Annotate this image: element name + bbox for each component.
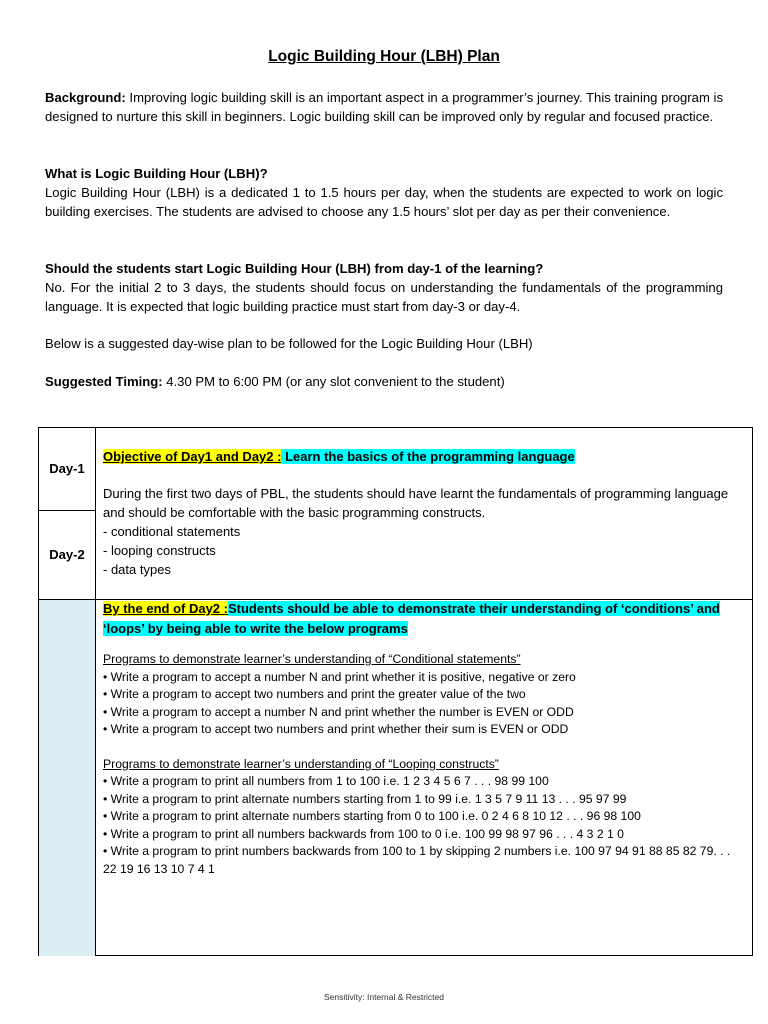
- looping-item: • Write a program to print all numbers backwards from 100 to 0 i.e. 100 99 98 97 96 . . . 4 3 2 1 0: [103, 826, 624, 841]
- constructs-list: [103, 522, 743, 579]
- looping-item: • Write a program to print numbers backwards from 100 to 1 by skipping 2 numbers i.e. 100 97 94 91 88 85 82 79. . . 22 19 16 13 10 7 4 1: [103, 844, 731, 876]
- objective-cell: [103, 447, 743, 579]
- conditional-item: • Write a program to accept a number N and print whether the number is EVEN or ODD: [103, 704, 574, 719]
- construct-item: - looping constructs: [103, 543, 216, 558]
- should-start-question: Should the students start Logic Building Hour (LBH) from day-1 of the learning?: [45, 261, 544, 276]
- background-text: Improving logic building skill is an important aspect in a programmer’s journey. This training program is designed to nurture this skill in beginners. Logic building skill can be improved only by regular and focused practice.: [45, 90, 723, 124]
- page-title: Logic Building Hour (LBH) Plan: [268, 48, 500, 65]
- background-label: Background:: [45, 90, 126, 105]
- background-paragraph: [45, 88, 723, 126]
- objective-line: [103, 447, 743, 466]
- looping-item: • Write a program to print alternate numbers starting from 0 to 100 i.e. 0 2 4 6 8 10 12 . . . 96 98 100: [103, 809, 641, 823]
- looping-item: • Write a program to print all numbers from 1 to 100 i.e. 1 2 3 4 5 6 7 . . . 98 99 100: [103, 774, 549, 788]
- conditional-programs: [103, 651, 743, 739]
- construct-item: - conditional statements: [103, 524, 241, 539]
- end-of-day2-label: By the end of Day2 :: [103, 601, 228, 616]
- day2-cell: [39, 511, 95, 599]
- day-plan-table: [38, 427, 753, 956]
- what-is-lbh-section: [45, 164, 723, 221]
- plan-intro-text: Below is a suggested day-wise plan to be followed for the Logic Building Hour (LBH): [45, 336, 533, 351]
- end-of-day2-heading: [103, 599, 743, 639]
- sensitivity-footer: Sensitivity: Internal & Restricted: [324, 992, 444, 1002]
- timing-text: 4.30 PM to 6:00 PM (or any slot convenient to the student): [162, 374, 505, 389]
- conditional-item: • Write a program to accept two numbers and print the greater value of the two: [103, 687, 526, 701]
- objective-label: Objective of Day1 and Day2 :: [103, 449, 282, 464]
- objective-intro: During the first two days of PBL, the students should have learnt the fundamentals of programming language and should be comfortable with the basic programming constructs.: [103, 486, 729, 520]
- shaded-day-cell: [39, 599, 95, 956]
- conditional-item: • Write a program to accept two numbers and print whether their sum is EVEN or ODD: [103, 722, 569, 736]
- looping-item: • Write a program to print alternate numbers starting from 1 to 99 i.e. 1 3 5 7 9 11 13 . . . 95 97 99: [103, 791, 627, 806]
- construct-item: - data types: [103, 562, 171, 577]
- day1-cell: [39, 428, 95, 511]
- should-start-section: [45, 259, 723, 316]
- should-start-answer: No. For the initial 2 to 3 days, the students should focus on understanding the fundamentals of the programming language. It is expected that logic building practice must start from day-3 or day-4.: [45, 280, 723, 314]
- conditional-item: • Write a program to accept a number N and print whether it is positive, negative or zero: [103, 669, 576, 684]
- what-is-lbh-answer: Logic Building Hour (LBH) is a dedicated 1 to 1.5 hours per day, when the students are expected to work on logic building exercises. The students are advised to choose any 1.5 hours’ slot per day as per their convenience.: [45, 185, 723, 219]
- looping-programs: [103, 756, 743, 879]
- day-column: [39, 428, 96, 955]
- end-of-day2-cell: [103, 599, 743, 878]
- suggested-timing: [45, 372, 723, 391]
- conditional-heading: Programs to demonstrate learner’s understanding of “Conditional statements”: [103, 652, 521, 666]
- what-is-lbh-question: What is Logic Building Hour (LBH)?: [45, 166, 268, 181]
- objective-text: Learn the basics of the programming language: [281, 449, 575, 464]
- looping-heading: Programs to demonstrate learner’s understanding of “Looping constructs”: [103, 756, 499, 771]
- end-of-day2-text: Students should be able to demonstrate their understanding of ‘conditions’ and ‘loops’ by being able to write the below programs: [103, 601, 720, 636]
- timing-label: Suggested Timing:: [45, 374, 163, 389]
- day1-label: Day-1: [49, 461, 85, 476]
- day2-label: Day-2: [49, 547, 85, 562]
